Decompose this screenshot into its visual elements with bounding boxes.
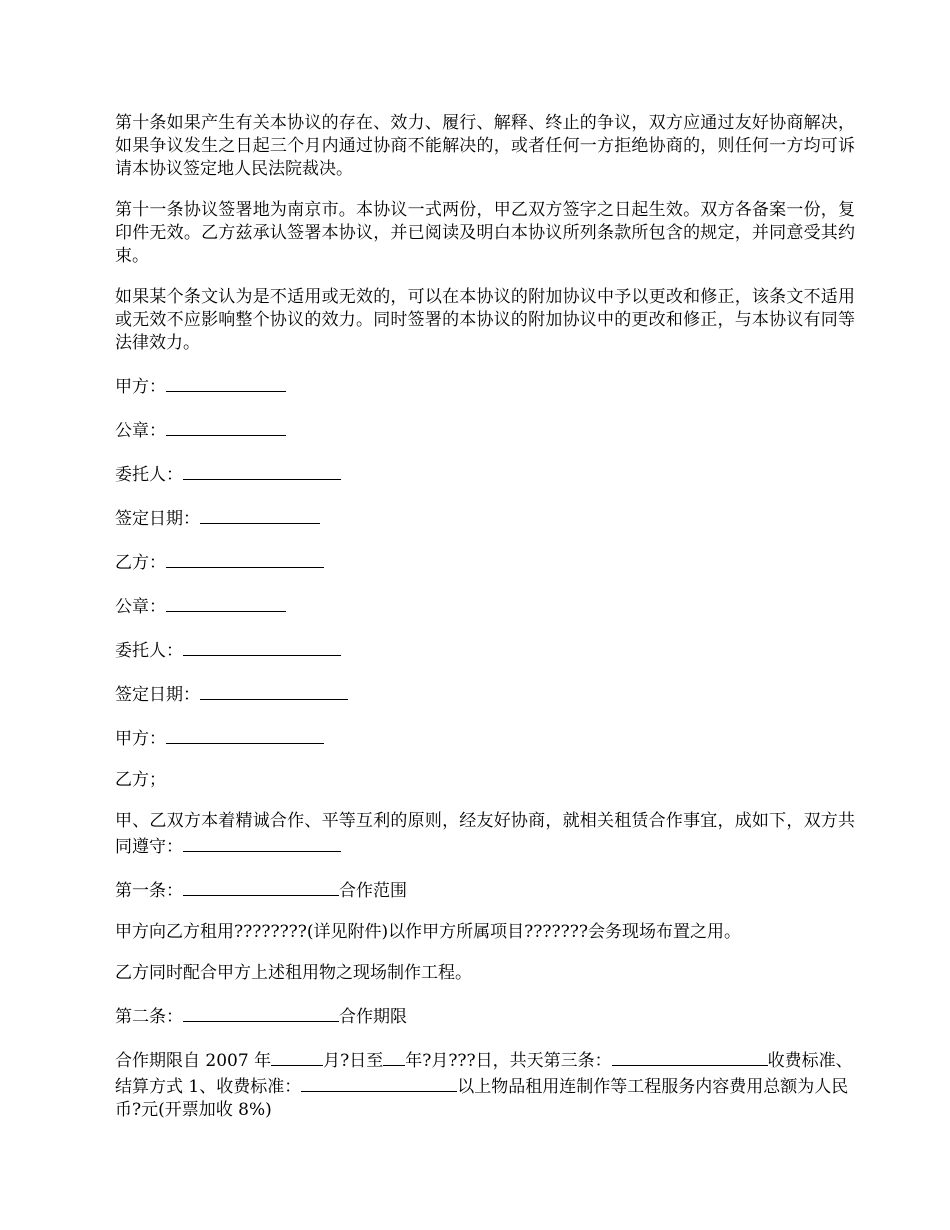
term-paragraph [115, 1047, 855, 1122]
scope-paragraph: 甲方向乙方租用????????(详见附件)以作甲方所属项目???????会务现场布置之用。 [115, 922, 741, 942]
party-b-signature-field [115, 549, 855, 575]
document-page [115, 112, 855, 1122]
contract-party-a-blank [166, 725, 324, 744]
term-article-3-blank [612, 1047, 768, 1066]
agent-a-blank [183, 461, 341, 480]
agent-b-blank [183, 637, 341, 656]
article-2-blank [183, 1003, 339, 1022]
term-part-1: 合作期限自 2007 年 [115, 1051, 272, 1071]
contract-intro-paragraph [115, 810, 855, 859]
validity-clause-paragraph: 如果某个条文认为是不适用或无效的，可以在本协议的附加协议中予以更改和修正，该条文不适用或无效不应影响整个协议的效力。同时签署的本协议的附加协议中的更改和修正，与本协议有同等法律效力。 [115, 287, 855, 353]
party-a-label: 甲方： [115, 377, 166, 397]
date-b-label: 签定日期： [115, 685, 200, 705]
article-10-paragraph: 第十条如果产生有关本协议的存在、效力、履行、解释、终止的争议，双方应通过友好协商解决，如果争议发生之日起三个月内通过协商不能解决的，或者任何一方拒绝协商的，则任何一方均可诉请本协议签定地人民法院裁决。 [115, 113, 855, 179]
article-2-prefix: 第二条： [115, 1007, 183, 1027]
article-1-suffix: 合作范围 [339, 881, 407, 901]
seal-a-field [115, 417, 855, 443]
term-part-3: 年?月???日，共天第三条： [405, 1051, 612, 1071]
article-11-paragraph: 第十一条协议签署地为南京市。本协议一式两份，甲乙双方签字之日起生效。双方各备案一份，复印件无效。乙方兹承认签署本协议，并已阅读及明白本协议所列条款所包含的规定，并同意受其约束。 [115, 200, 855, 266]
article-1-prefix: 第一条： [115, 881, 183, 901]
article-2-suffix: 合作期限 [339, 1007, 407, 1027]
date-b-blank [200, 681, 348, 700]
term-fee-blank [301, 1073, 457, 1092]
term-month-blank [271, 1047, 323, 1066]
seal-b-label: 公章： [115, 597, 166, 617]
cooperation-paragraph: 乙方同时配合甲方上述租用物之现场制作工程。 [115, 963, 472, 983]
seal-b-field [115, 593, 855, 619]
agent-b-field [115, 637, 855, 663]
term-part-5: 以上物品租用连制作等工程服务内容费用总额为人民币?元(开票加收 8%) [115, 1077, 849, 1120]
term-year-blank [383, 1047, 405, 1066]
party-b-label: 乙方： [115, 553, 166, 573]
term-part-2: 月?日至 [323, 1051, 384, 1071]
article-1-blank [183, 877, 339, 896]
contract-intro-blank [183, 833, 341, 852]
article-1-field [115, 877, 855, 903]
date-a-label: 签定日期： [115, 509, 200, 529]
seal-a-blank [166, 417, 286, 436]
contract-party-b-field [115, 769, 855, 792]
agent-a-field [115, 461, 855, 487]
contract-party-b-label: 乙方； [115, 770, 166, 790]
seal-b-blank [166, 593, 286, 612]
agent-b-label: 委托人： [115, 641, 183, 661]
date-b-field [115, 681, 855, 707]
party-a-blank [166, 373, 286, 392]
party-a-signature-field [115, 373, 855, 399]
date-a-blank [200, 505, 320, 524]
article-2-field [115, 1003, 855, 1029]
date-a-field [115, 505, 855, 531]
contract-intro-text: 甲、乙双方本着精诚合作、平等互利的原则，经友好协商，就相关租赁合作事宜，成如下，双方共同遵守： [115, 811, 855, 857]
term-part-4: 收费标准、结算方式 1、收费标准： [115, 1051, 853, 1097]
contract-party-a-field [115, 725, 855, 751]
seal-a-label: 公章： [115, 421, 166, 441]
agent-a-label: 委托人： [115, 465, 183, 485]
contract-party-a-label: 甲方： [115, 729, 166, 749]
party-b-blank [166, 549, 324, 568]
